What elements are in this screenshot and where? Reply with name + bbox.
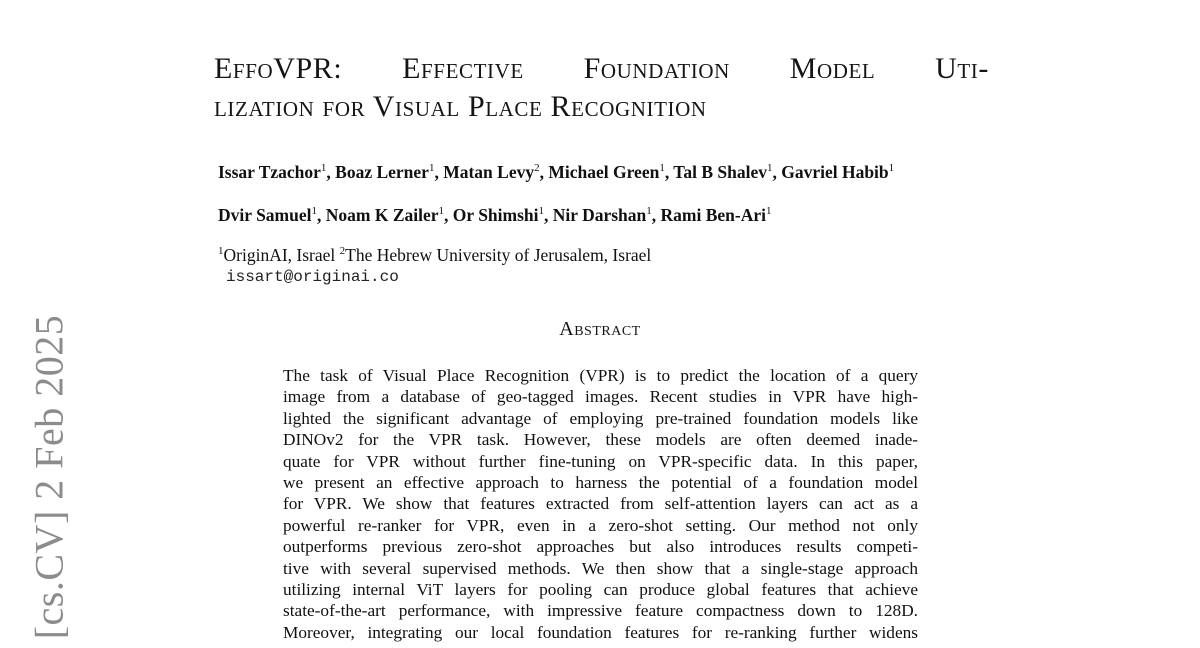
abstract-heading: Abstract: [559, 318, 641, 340]
abstract-line: we present an effective approach to harness the potential of a foundation model: [283, 472, 918, 492]
author: Tal B Shalev$^1$,: [673, 162, 782, 182]
abstract-line: utilizing internal ViT layers for pooling can produce global features that achieve: [283, 579, 918, 599]
abstract-line: powerful re-ranker for VPR, even in a zero-shot setting. Our method not only: [283, 515, 918, 535]
title-line-1: EffoVPR: Effective Foundation Model Uti-: [214, 52, 989, 85]
abstract-line: outperforms previous zero-shot approaches but also introduces results competi-: [283, 537, 918, 557]
author: Rami Ben-Ari$^1$: [660, 205, 772, 225]
author: Michael Green$^1$,: [548, 162, 674, 182]
abstract-line: state-of-the-art performance, with impressive feature compactness down to 128D.: [283, 601, 918, 621]
author: Nir Darshan$^1$,: [552, 205, 661, 225]
author: Dvir Samuel$^1$,: [218, 205, 326, 225]
author: Matan Levy$^2$,: [443, 162, 549, 182]
abstract-line: lighted the significant advantage of employing pre-trained foundation models like: [283, 408, 918, 428]
author: Or Shimshi$^1$,: [452, 205, 553, 225]
author: Boaz Lerner$^1$,: [335, 162, 444, 182]
abstract-line: quate for VPR without further fine-tuning on VPR-specific data. In this paper,: [283, 451, 918, 471]
abstract-line: tive with several supervised methods. We then show that a single-stage approach: [283, 558, 918, 578]
author: Gavriel Habib$^1$: [781, 162, 895, 182]
authors-row-2: [218, 205, 772, 226]
abstract-line: DINOv2 for the VPR task. However, these models are often deemed inade-: [283, 430, 918, 450]
paper-title: [214, 50, 989, 126]
abstract-line: The task of Visual Place Recognition (VPR) is to predict the location of a query: [283, 366, 918, 385]
contact-email[interactable]: issart@originai.co: [226, 268, 399, 286]
authors-row-1: [218, 162, 894, 183]
author: Noam K Zailer$^1$,: [325, 205, 453, 225]
affiliations: $^1$OriginAI, Israel $^2$The Hebrew University of Jerusalem, Israel: [218, 245, 652, 265]
abstract-line: for VPR. We show that features extracted from self-attention layers can act as a: [283, 494, 918, 514]
abstract-body: [283, 365, 918, 643]
author: Issar Tzachor$^1$,: [218, 162, 336, 182]
arxiv-side-stamp: [cs.CV] 2 Feb 2025: [26, 314, 72, 640]
title-line-2: lization for Visual Place Recognition: [214, 90, 707, 123]
abstract-line: image from a database of geo-tagged images. Recent studies in VPR have high-: [283, 387, 918, 407]
abstract-line: Moreover, integrating our local foundation features for re-ranking further widens: [283, 622, 918, 642]
